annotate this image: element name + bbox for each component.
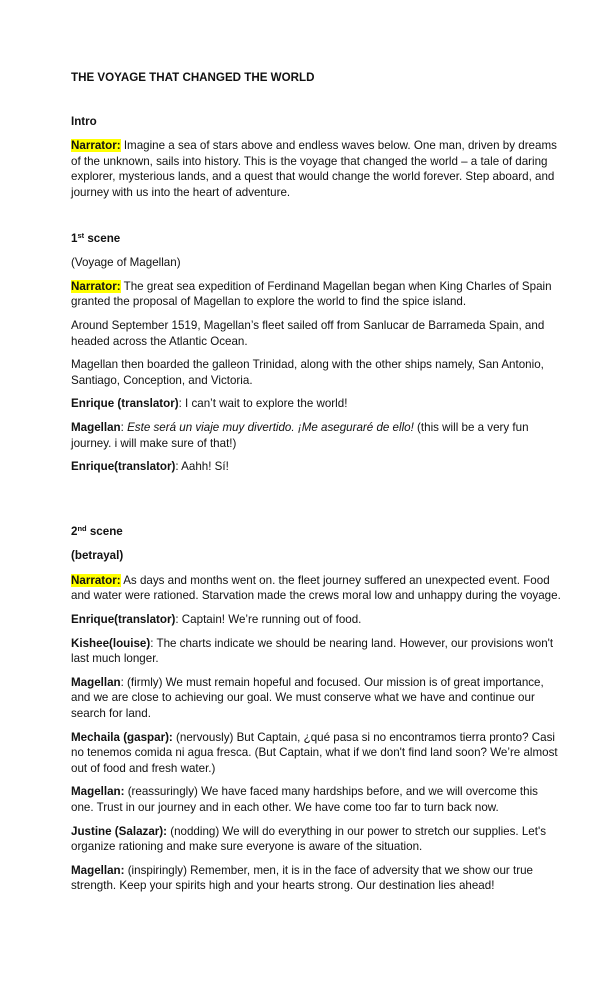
dialogue-text: : I can’t wait to explore the world! <box>178 397 348 411</box>
scene1-word: scene <box>84 231 121 245</box>
scene1-number: 1 <box>71 231 78 245</box>
dialogue-translation: (this will be a very fun journey. i will make sure of that!) <box>71 420 529 450</box>
spacer <box>71 483 563 524</box>
dialogue-text: (inspiringly) Remember, men, it is in the face of adversity that we show our true strength. Keep your spirits high and your hearts strong. Our destination lies ahead! <box>71 863 533 893</box>
dialogue-line <box>71 612 563 628</box>
scene2-number: 2 <box>71 524 78 538</box>
intro-narration <box>71 138 563 200</box>
scene2-narration-text: As days and months went on. the fleet journey suffered an unexpected event. Food and water were rationed. Starvation made the crews moral low and unhappy during the voyage. <box>71 573 561 603</box>
speaker-name: Justine (Salazar): <box>71 824 167 838</box>
scene2-ordinal: nd <box>77 523 87 533</box>
speaker-name: Enrique (translator) <box>71 397 179 411</box>
scene1-paragraph-2: Around September 1519, Magellan’s fleet sailed off from Sanlucar de Barrameda Spain, and headed across the Atlantic Ocean. <box>71 318 545 348</box>
dialogue-line <box>71 784 563 815</box>
dialogue-text: : Captain! We’re running out of food. <box>175 613 362 627</box>
scene1-ordinal: st <box>77 230 85 240</box>
dialogue-line <box>71 730 563 777</box>
scene1-narration-text: The great sea expedition of Ferdinand Magellan began when King Charles of Spain granted the proposal of Magellan to explore the world to find the spice island. <box>71 279 552 309</box>
scene1-subtitle: (Voyage of Magellan) <box>71 256 181 270</box>
dialogue-line <box>71 863 563 894</box>
narrator-label: Narrator: <box>71 139 121 153</box>
document-title: THE VOYAGE THAT CHANGED THE WORLD <box>71 71 315 84</box>
speaker-name: Magellan: <box>71 863 125 877</box>
scene2-subtitle: (betrayal) <box>71 549 124 563</box>
dialogue-text: : The charts indicate we should be nearing land. However, our provisions won't last much longer. <box>71 636 554 666</box>
speaker-name: Magellan <box>71 675 121 689</box>
dialogue-text: : Aahh! Sí! <box>175 460 229 474</box>
dialogue-line <box>71 459 563 475</box>
dialogue-line <box>71 420 563 451</box>
scene2-word: scene <box>86 524 123 538</box>
speaker-name: Magellan: <box>71 785 125 799</box>
narrator-label: Narrator: <box>71 279 121 293</box>
scene1-narration <box>71 279 563 310</box>
dialogue-text: : (firmly) We must remain hopeful and focused. Our mission is of great importance, and we are close to achieving our goal. We must conserve what we have and continue our search for land. <box>71 675 544 721</box>
scene1-paragraph-3: Magellan then boarded the galleon Trinidad, along with the other ships namely, San Antonio, Santiago, Conception, and Victoria. <box>71 358 544 387</box>
scene2-heading <box>71 524 563 540</box>
intro-heading: Intro <box>71 114 97 128</box>
dialogue-text: (nervously) But Captain, ¿qué pasa si no encontramos tierra pronto? Casi no tenemos comida ni agua fresca. (But Captain, what if we don't find land soon? We’re almost out of food and fresh water.) <box>71 730 558 775</box>
dialogue-line <box>71 824 563 855</box>
speaker-name: Enrique(translator) <box>71 613 176 627</box>
dialogue-spanish-text: Este será un viaje muy divertido. ¡Me aseguraré de ello! <box>127 420 414 434</box>
speaker-name: Kishee(louise) <box>71 636 151 650</box>
scene2-narration <box>71 573 563 604</box>
dialogue-text: : <box>120 420 128 434</box>
dialogue-line <box>71 636 563 667</box>
narrator-label: Narrator: <box>71 573 121 587</box>
spacer <box>71 209 563 231</box>
dialogue-text: (reassuringly) We have faced many hardships before, and we will overcome this one. Trust in our journey and in each other. We have come too far to turn back now. <box>71 785 538 814</box>
dialogue-line <box>71 396 563 412</box>
speaker-name: Magellan <box>71 420 121 434</box>
speaker-name: Mechaila (gaspar): <box>71 730 173 744</box>
intro-narration-text: Imagine a sea of stars above and endless waves below. One man, driven by dreams of the unknown, sails into history. This is the voyage that changed the world – a tale of daring explorer, mysterious lands, and a quest that would change the world forever. Step aboard, and journey with us into the heart of adventure. <box>71 139 557 199</box>
speaker-name: Enrique(translator) <box>71 460 176 474</box>
dialogue-text: (nodding) We will do everything in our power to stretch our supplies. Let's organize rationing and make sure everyone is aware of the situation. <box>71 824 546 854</box>
dialogue-line <box>71 675 563 722</box>
scene1-heading <box>71 231 563 247</box>
